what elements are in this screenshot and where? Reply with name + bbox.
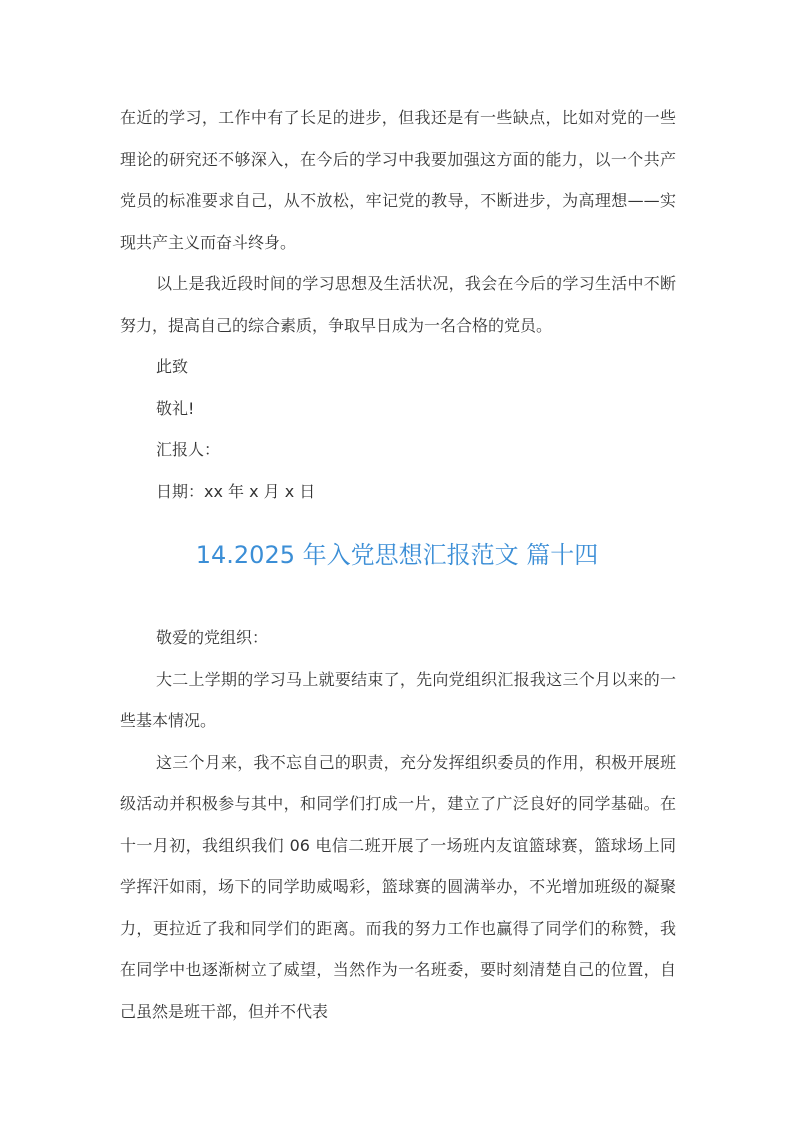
paragraph-intro: 大二上学期的学习马上就要结束了，先向党组织汇报我这三个月以来的一些基本情况。 — [120, 669, 676, 730]
date-line: 日期：xx 年 x 月 x 日 — [156, 481, 316, 501]
salutation-line: 敬爱的党组织： — [156, 628, 269, 647]
bottom-section — [120, 617, 676, 1032]
paragraph-continuation: 在近的学习，工作中有了长足的进步，但我还是有一些缺点，比如对党的一些理论的研究还不够深入，在今后的学习中我要加强这方面的能力，以一个共产党员的标准要求自己，从不放松，牢记党的教导，不断进步，为高理想——实现共产主义而奋斗终身。 — [120, 108, 676, 252]
closing-line-2: 敬礼! — [156, 398, 195, 418]
section-heading: 14.2025 年入党思想汇报范文 篇十四 — [195, 541, 599, 569]
top-section — [120, 97, 676, 512]
paragraph-body: 这三个月来，我不忘自己的职责，充分发挥组织委员的作用，积极开展班级活动并积极参与其中，和同学们打成一片，建立了广泛良好的同学基础。在十一月初，我组织我们 06 电信二班开展了一场班内友谊篮球赛，篮球场上同学挥汗如雨，场下的同学助威喝彩，篮球赛的圆满举办，不光增加班级的凝聚力，更拉近了我和同学们的距离。而我的努力工作也赢得了同学们的称赞，我在同学中也逐渐树立了威望，当然作为一名班委，要时刻清楚自己的位置，自己虽然是班干部，但并不代表 — [120, 752, 676, 1021]
paragraph-summary: 以上是我近段时间的学习思想及生活状况，我会在今后的学习生活中不断努力，提高自己的综合素质，争取早日成为一名合格的党员。 — [120, 274, 676, 335]
reporter-line: 汇报人： — [156, 440, 221, 459]
closing-line-1: 此致 — [156, 357, 189, 376]
